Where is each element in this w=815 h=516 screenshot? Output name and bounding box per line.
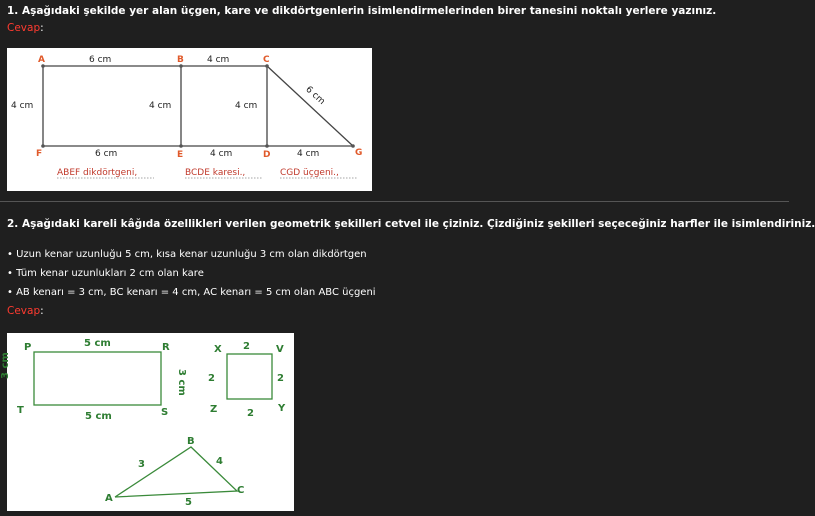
point-z: Z [210,404,218,415]
point-v: V [276,344,284,355]
point-b: B [177,55,184,65]
bullet-square: • Tüm kenar uzunlukları 2 cm olan kare [7,268,204,279]
answer-label-1: Cevap: [7,22,44,34]
answer-square: BCDE karesi., [185,168,246,178]
square-top-length: 2 [243,341,250,352]
point-a: A [38,55,45,65]
rect-top-length: 5 cm [84,338,111,349]
square-bottom-length: 2 [247,408,254,419]
answer-triangle: CGD üçgeni., [280,168,339,178]
bullet-rectangle: • Uzun kenar uzunluğu 5 cm, kısa kenar uzunluğu 3 cm olan dikdörtgen [7,249,367,260]
point-c: C [237,485,245,496]
point-p: P [24,342,32,353]
tri-bc-length: 4 [216,456,223,467]
label-dg: 4 cm [297,149,320,159]
figure-2 [0,333,294,511]
question-2-title: 2. Aşağıdaki kareli kâğıda özellikleri verilen geometrik şekilleri cetvel ile çiziniz. Çizdiğiniz şekilleri seçeceğiniz harfler ile isimlendiriniz. [7,218,815,230]
point-f: F [36,149,43,159]
question-1-title: 1. Aşağıdaki şekilde yer alan üçgen, kare ve dikdörtgenlerin isimlendirmelerinden birer tanesini noktalı yerlere yazınız. [7,5,717,17]
square-right-length: 2 [277,373,284,384]
tri-ac-length: 5 [185,497,192,508]
point-r: R [162,342,170,353]
figure-1 [7,48,372,191]
point-e: E [177,150,184,160]
point-x: X [214,344,222,355]
point-b: B [187,436,195,447]
point-s: S [161,407,169,418]
point-t: T [17,405,24,416]
point-d: D [263,150,271,160]
point-a: A [105,493,113,504]
answer-rectangle: ABEF dikdörtgeni, [57,168,138,178]
label-ab: 6 cm [89,55,112,65]
rect-bottom-length: 5 cm [85,411,112,422]
label-be: 4 cm [149,101,172,111]
geometry-figure-1 [7,48,372,191]
tri-ab-length: 3 [138,459,145,470]
label-af: 4 cm [11,101,34,111]
square-left-length: 2 [208,373,215,384]
label-fe: 6 cm [95,149,118,159]
answer-label-2: Cevap: [7,305,44,317]
bullet-triangle: • AB kenarı = 3 cm, BC kenarı = 4 cm, AC kenarı = 5 cm olan ABC üçgeni [7,287,376,298]
geometry-figure-2 [0,333,294,511]
label-cd: 4 cm [235,101,258,111]
rect-right-length: 3 cm [176,369,187,396]
section-divider [0,201,789,202]
label-bc: 4 cm [207,55,230,65]
point-y: Y [278,403,286,414]
label-cg: 6 cm [303,84,327,107]
point-g: G [355,148,363,158]
rect-left-length: 3 cm [0,352,11,379]
point-c: C [263,55,270,65]
label-ed: 4 cm [210,149,233,159]
